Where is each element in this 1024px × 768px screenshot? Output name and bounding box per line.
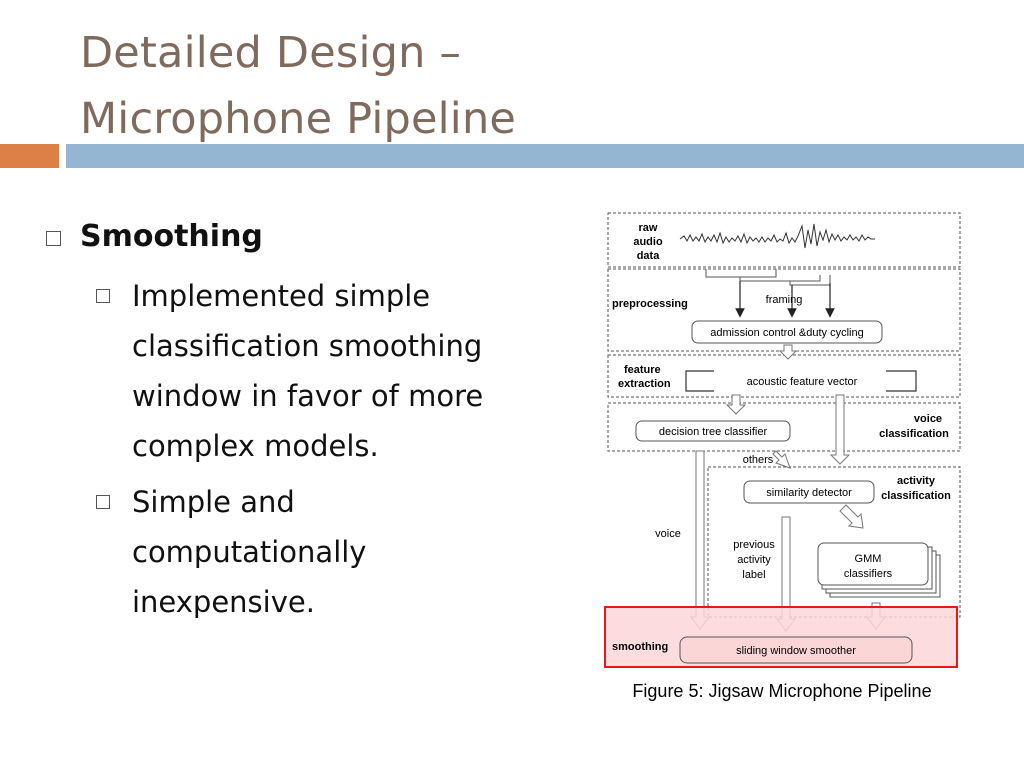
slide-title <box>80 20 700 152</box>
hollow-arrow <box>773 451 790 468</box>
sub-bullet-implemented <box>96 271 566 471</box>
square-bullet-icon <box>96 495 110 509</box>
bullet-list <box>46 215 566 627</box>
framing-brackets <box>706 269 830 285</box>
sub-bullet-line: Simple and <box>132 485 295 519</box>
activity-label-text: activity <box>737 554 771 566</box>
preprocessing-label: preprocessing <box>612 298 688 310</box>
gmm-classifiers-label: classifiers <box>843 568 893 580</box>
similarity-detector-label: similarity detector <box>766 487 852 499</box>
gmm-label: GMM <box>854 553 882 565</box>
hollow-arrow <box>780 345 796 359</box>
title-line-1: Detailed Design – <box>80 28 462 78</box>
sub-bullet-line: Implemented simple <box>132 279 431 313</box>
title-line-2: Microphone Pipeline <box>80 94 517 144</box>
bullet-smoothing <box>46 215 566 259</box>
sub-bullet-simple <box>96 477 566 627</box>
activity-label: activity <box>897 475 935 487</box>
smoothing-label: smoothing <box>612 641 669 653</box>
hollow-arrow <box>691 451 709 629</box>
audio-label: audio <box>633 236 663 248</box>
extraction-label: extraction <box>618 378 671 390</box>
admission-control-label: admission control &duty cycling <box>710 327 864 339</box>
figure-caption: Figure 5: Jigsaw Microphone Pipeline <box>632 681 932 701</box>
bullet-smoothing-text: Smoothing <box>80 219 263 254</box>
label-text: label <box>742 569 766 581</box>
hollow-arrow <box>831 395 849 464</box>
activity-classification-label: classification <box>881 490 951 502</box>
others-label: others <box>742 454 774 466</box>
sub-bullet-line: window in favor of more <box>132 379 484 413</box>
sub-bullet-line: inexpensive. <box>132 585 315 619</box>
sub-bullet-line: computationally <box>132 535 367 569</box>
square-bullet-icon <box>46 231 61 246</box>
classification-label: classification <box>879 428 949 440</box>
framing-label: framing <box>765 294 803 306</box>
raw-label: raw <box>638 222 658 234</box>
sliding-window-label: sliding window smoother <box>736 645 856 657</box>
hollow-arrow <box>840 505 863 528</box>
square-bullet-icon <box>96 289 110 303</box>
data-label: data <box>636 250 660 262</box>
voice-class-label: voice <box>913 413 943 425</box>
audio-waveform <box>680 224 875 248</box>
acoustic-feature-label: acoustic feature vector <box>746 376 858 388</box>
accent-bar-blue <box>66 144 1024 168</box>
voice-label: voice <box>655 528 681 540</box>
sub-bullet-line: classification smoothing <box>132 329 483 363</box>
feature-label: feature <box>624 364 661 376</box>
accent-bar-orange <box>0 144 59 168</box>
pipeline-figure <box>600 205 970 715</box>
sub-bullet-line: complex models. <box>132 429 379 463</box>
pipeline-diagram <box>600 205 970 715</box>
hollow-arrow <box>727 395 745 414</box>
decision-tree-label: decision tree classifier <box>658 426 768 438</box>
previous-label: previous <box>733 539 775 551</box>
